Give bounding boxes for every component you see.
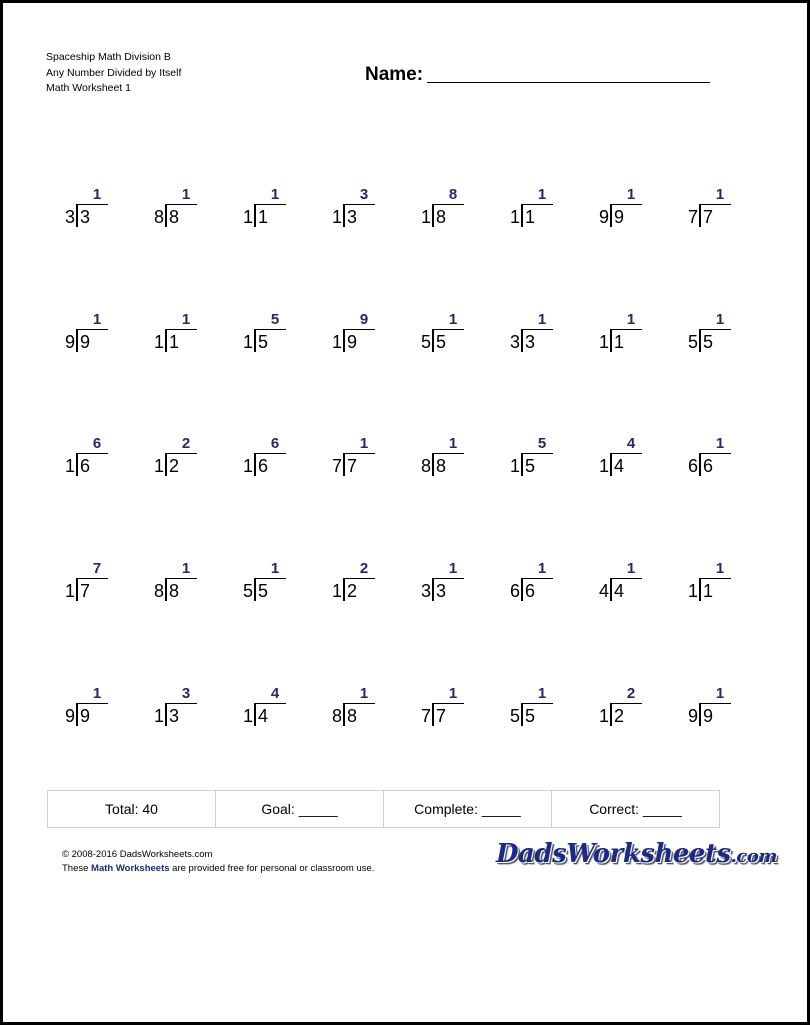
quotient-answer: 1 [626,311,636,328]
divisor: 1 [420,207,431,227]
quotient-answer: 2 [181,435,191,452]
divisor: 1 [598,456,609,476]
dividend: 9 [614,207,625,227]
dividend: 6 [525,581,536,601]
quotient-answer: 5 [537,435,547,452]
divisor: 5 [687,332,698,352]
division-problem [503,435,563,485]
dividend: 3 [436,581,447,601]
divisor: 3 [64,207,75,227]
quotient-answer: 1 [715,685,725,702]
division-problem [236,685,296,735]
quotient-answer: 6 [92,435,102,452]
divisor: 1 [153,332,164,352]
dividend: 4 [614,456,625,476]
dividend: 6 [80,456,91,476]
quotient-answer: 7 [92,560,102,577]
quotient-answer: 1 [359,435,369,452]
division-problem [236,186,296,236]
divisor: 1 [242,332,253,352]
dividend: 9 [703,706,714,726]
correct-cell: Correct: _____ [589,801,682,817]
dividend: 5 [258,332,269,352]
quotient-answer: 2 [359,560,369,577]
division-problem [236,311,296,361]
dividend: 5 [258,581,269,601]
divisor: 5 [509,706,520,726]
quotient-answer: 1 [537,685,547,702]
division-problem [414,186,474,236]
division-problem [236,435,296,485]
quotient-answer: 2 [626,685,636,702]
division-problem [592,685,652,735]
dividend: 7 [703,207,714,227]
dividend: 8 [436,456,447,476]
division-problem [592,186,652,236]
usage-note [62,862,374,876]
dividend: 5 [436,332,447,352]
division-problem [681,560,741,610]
divisor: 1 [153,456,164,476]
division-problem [147,186,207,236]
division-problem [58,186,118,236]
division-problem [592,311,652,361]
dividend: 4 [614,581,625,601]
division-problem [681,685,741,735]
quotient-answer: 1 [181,560,191,577]
division-problem [58,560,118,610]
divisor: 1 [242,456,253,476]
quotient-answer: 1 [448,560,458,577]
dividend: 6 [258,456,269,476]
division-problem [236,560,296,610]
division-problem [325,685,385,735]
dividend: 3 [80,207,91,227]
dividend: 9 [80,332,91,352]
quotient-answer: 1 [715,560,725,577]
quotient-answer: 1 [715,186,725,203]
worksheet-title: Spaceship Math Division B [46,51,171,63]
divisor: 1 [64,581,75,601]
dividend: 1 [614,332,625,352]
dividend: 1 [258,207,269,227]
quotient-answer: 6 [270,435,280,452]
worksheet-number: Math Worksheet 1 [46,82,132,94]
division-problem [414,435,474,485]
usage-prefix: These [62,863,92,874]
quotient-answer: 1 [448,435,458,452]
divisor: 7 [420,706,431,726]
quotient-answer: 1 [537,560,547,577]
dividend: 9 [80,706,91,726]
division-problem [503,685,563,735]
division-problem [325,560,385,610]
divisor: 9 [687,706,698,726]
footer [62,848,374,876]
divisor: 1 [331,332,342,352]
division-problem [592,560,652,610]
quotient-answer: 5 [270,311,280,328]
dividend: 2 [614,706,625,726]
divisor: 5 [420,332,431,352]
divisor: 8 [420,456,431,476]
divisor: 1 [64,456,75,476]
quotient-answer: 3 [359,186,369,203]
dividend: 5 [525,706,536,726]
division-problem [503,186,563,236]
division-problem [325,186,385,236]
dividend: 7 [436,706,447,726]
quotient-answer: 1 [92,186,102,203]
divisor: 4 [598,581,609,601]
division-problem [325,435,385,485]
divisor: 9 [64,706,75,726]
division-problem [147,311,207,361]
dividend: 1 [703,581,714,601]
dividend: 7 [80,581,91,601]
division-problem [681,186,741,236]
divisor: 1 [598,706,609,726]
divisor: 7 [687,207,698,227]
usage-suffix: are provided free for personal or classroom use. [169,863,375,874]
divisor: 1 [153,706,164,726]
division-problem [58,311,118,361]
quotient-answer: 1 [92,311,102,328]
quotient-answer: 1 [626,186,636,203]
quotient-answer: 1 [448,685,458,702]
division-problem [58,435,118,485]
division-problem [147,685,207,735]
dividend: 3 [347,207,358,227]
division-problem [325,311,385,361]
division-problem [681,311,741,361]
division-problem [503,311,563,361]
dividend: 2 [169,456,180,476]
dividend: 7 [347,456,358,476]
quotient-answer: 3 [181,685,191,702]
dividend: 5 [525,456,536,476]
quotient-answer: 1 [448,311,458,328]
quotient-answer: 1 [270,186,280,203]
divisor: 3 [509,332,520,352]
division-problem [681,435,741,485]
goal-cell: Goal: _____ [216,791,384,827]
divisor: 1 [509,456,520,476]
logo-main: DadsWorksheets [496,839,731,869]
division-problem [58,685,118,735]
dividend: 8 [436,207,447,227]
quotient-answer: 1 [270,560,280,577]
dividend: 2 [347,581,358,601]
quotient-answer: 1 [715,311,725,328]
problem-grid [3,3,807,763]
dividend: 3 [169,706,180,726]
divisor: 1 [331,581,342,601]
dadsworksheets-logo[interactable] [496,839,777,869]
dividend: 9 [347,332,358,352]
division-problem [147,435,207,485]
dividend: 6 [703,456,714,476]
complete-cell: Complete: _____ [384,791,552,827]
divisor: 7 [331,456,342,476]
quotient-answer: 9 [359,311,369,328]
divisor: 8 [153,581,164,601]
math-worksheets-link[interactable]: Math Worksheets [91,863,170,874]
score-table [47,790,720,828]
logo-suffix: .com [730,846,777,867]
division-problem [414,311,474,361]
dividend: 3 [525,332,536,352]
divisor: 8 [153,207,164,227]
divisor: 6 [509,581,520,601]
dividend: 8 [169,581,180,601]
worksheet-subtitle: Any Number Divided by Itself [46,66,182,79]
quotient-answer: 1 [359,685,369,702]
quotient-answer: 1 [181,311,191,328]
name-label: Name: [365,64,424,85]
divisor: 1 [331,207,342,227]
divisor: 6 [687,456,698,476]
copyright-text: © 2008-2016 DadsWorksheets.com [62,849,213,860]
divisor: 1 [598,332,609,352]
division-problem [414,560,474,610]
quotient-answer: 1 [92,685,102,702]
quotient-answer: 1 [715,435,725,452]
division-problem [414,685,474,735]
quotient-answer: 4 [270,685,280,702]
divisor: 9 [598,207,609,227]
division-problem [503,560,563,610]
quotient-answer: 8 [448,186,458,203]
dividend: 5 [703,332,714,352]
dividend: 4 [258,706,269,726]
quotient-answer: 1 [626,560,636,577]
dividend: 8 [169,207,180,227]
division-problem [592,435,652,485]
division-problem [147,560,207,610]
quotient-answer: 4 [626,435,636,452]
dividend: 8 [347,706,358,726]
quotient-answer: 1 [537,186,547,203]
divisor: 8 [331,706,342,726]
total-cell: Total: 40 [48,791,216,827]
divisor: 1 [687,581,698,601]
divisor: 1 [242,706,253,726]
dividend: 1 [525,207,536,227]
dividend: 1 [169,332,180,352]
divisor: 9 [64,332,75,352]
quotient-answer: 1 [537,311,547,328]
divisor: 5 [242,581,253,601]
divisor: 1 [509,207,520,227]
quotient-answer: 1 [181,186,191,203]
divisor: 3 [420,581,431,601]
divisor: 1 [242,207,253,227]
